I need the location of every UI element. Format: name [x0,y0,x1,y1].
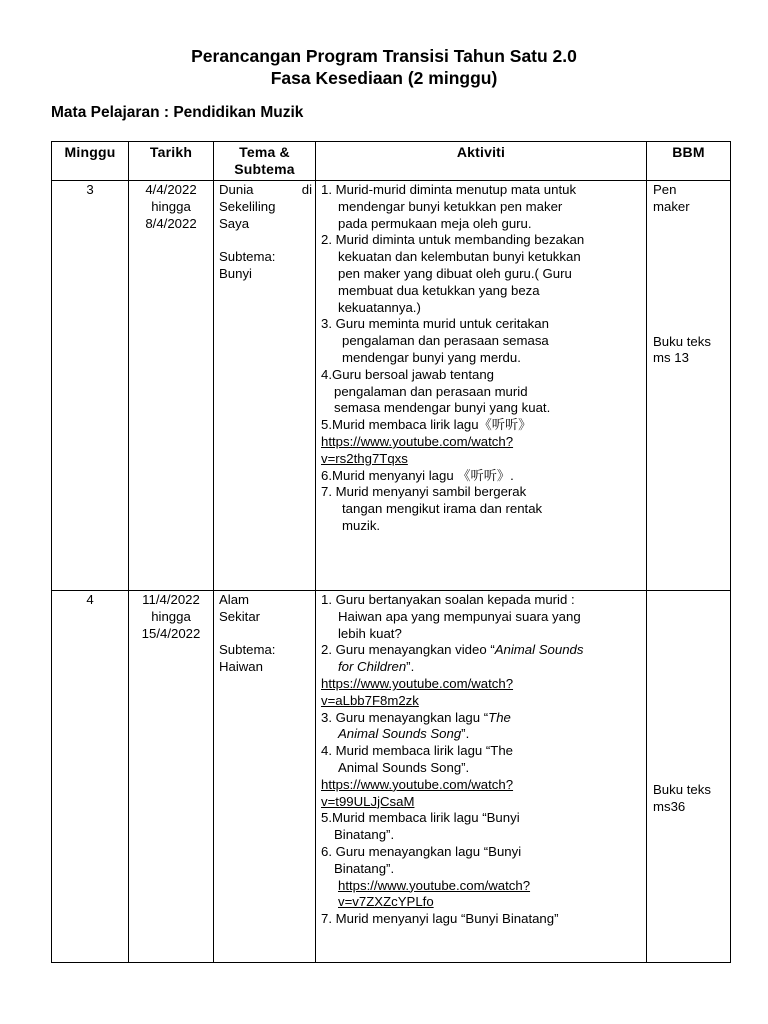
activity-item [321,417,642,467]
tema-word: di [301,182,312,197]
date-end: 8/4/2022 [145,215,197,231]
activity-text: kekuatan dan kelembutan bunyi ketukkan [338,249,581,265]
activity-list [321,182,642,535]
activity-text: 1. Guru bertanyakan soalan kepada murid : [321,592,575,607]
bbm-item: Pen [653,182,677,197]
table-row [52,181,731,591]
activity-text: 5.Murid membaca lirik lagu “Bunyi [321,810,520,826]
activity-item [321,182,642,232]
subtema-value: Haiwan [219,659,263,675]
header-tema-line2: Subtema [234,161,295,177]
activity-text: pada permukaan meja oleh guru. [338,215,532,231]
cell-tarikh [129,181,214,591]
activity-text: 5.Murid membaca lirik lagu《听听》 [321,417,532,433]
youtube-link[interactable]: https://www.youtube.com/watch? [321,776,514,792]
activity-text: lebih kuat? [338,625,402,641]
youtube-link[interactable]: https://www.youtube.com/watch? [338,877,531,893]
activity-item [321,642,642,709]
activity-item [321,844,642,911]
header-minggu: Minggu [52,142,129,181]
date-end: 15/4/2022 [141,625,201,641]
activity-item [321,468,642,485]
activity-text: Binatang”. [334,860,395,876]
cell-bbm [647,181,731,591]
header-tarikh: Tarikh [129,142,214,181]
activity-text: muzik. [342,517,381,533]
activity-item [321,592,642,642]
subtema-value: Bunyi [219,265,252,281]
activity-text: 6.Murid menyanyi lagu 《听听》. [321,467,514,483]
cell-bbm [647,591,731,963]
activity-text: Animal Sounds Song”. [338,759,470,775]
header-tema [214,142,316,181]
bbm-item: maker [653,198,690,214]
activity-text: kekuatannya.) [338,299,421,315]
bbm-item: Buku teks [653,782,711,797]
date-start: 11/4/2022 [142,592,200,607]
activity-item [321,232,642,316]
header-aktiviti: Aktiviti [316,142,647,181]
table-header-row [52,142,731,181]
date-connector: hingga [151,198,191,214]
cell-aktiviti [316,591,647,963]
date-start: 4/4/2022 [145,182,197,197]
subject-heading: Mata Pelajaran : Pendidikan Muzik [51,104,304,121]
document-subtitle: Fasa Kesediaan (2 minggu) [270,68,498,88]
activity-list [321,592,642,928]
activity-text: 4.Guru bersoal jawab tentang [321,366,495,382]
activity-text: 4. Murid membaca lirik lagu “The [321,743,514,759]
document-title: Perancangan Program Transisi Tahun Satu 2.0 [191,46,577,66]
tema-line [219,182,312,199]
activity-text: mendengar bunyi yang merdu. [342,349,521,365]
bbm-item: ms36 [653,798,686,814]
activity-text: 1. Murid-murid diminta menutup mata untuk [321,182,577,197]
activity-text: Animal Sounds Song”. [338,726,470,742]
table-row [52,591,731,963]
bbm-item: ms 13 [653,350,689,366]
activity-item [321,484,642,534]
plan-table [51,141,731,963]
cell-tema [214,181,316,591]
tema-word: Dunia [219,182,254,197]
cell-tarikh [129,591,214,963]
date-connector: hingga [151,608,191,624]
activity-text: 6. Guru menayangkan lagu “Bunyi [321,843,522,859]
header-tema-line1: Tema & [239,144,290,160]
activity-item [321,810,642,844]
youtube-link[interactable]: https://www.youtube.com/watch? [321,675,514,691]
activity-text: 7. Murid menyanyi lagu “Bunyi Binatang” [321,911,559,927]
activity-item [321,743,642,810]
activity-text: 2. Murid diminta untuk membanding bezakan [321,232,585,248]
activity-text: semasa mendengar bunyi yang kuat. [334,400,551,416]
activity-text: pen maker yang dibuat oleh guru.( Guru [338,265,572,281]
activity-text: mendengar bunyi ketukkan pen maker [338,198,563,214]
activity-text: Binatang”. [334,827,395,843]
cell-minggu: 3 [52,181,129,591]
youtube-link[interactable]: v=aLbb7F8m2zk [321,692,419,708]
subtema-label: Subtema: [219,642,276,658]
activity-text: Haiwan apa yang mempunyai suara yang [338,608,581,624]
header-bbm: BBM [647,142,731,181]
activity-text: 3. Guru menayangkan lagu “The [321,709,511,725]
tema-word: Alam [219,592,250,607]
activity-text: 2. Guru menayangkan video “Animal Sounds [321,642,584,658]
cell-aktiviti [316,181,647,591]
tema-word: Saya [219,215,250,231]
youtube-link[interactable]: v=v7ZXZcYPLfo [338,894,434,910]
youtube-link[interactable]: https://www.youtube.com/watch? [321,433,514,449]
activity-item [321,367,642,417]
tema-word: Sekeliling [219,198,276,214]
cell-tema [214,591,316,963]
activity-text: 3. Guru meminta murid untuk ceritakan [321,316,549,332]
bbm-item: Buku teks [653,333,711,349]
activity-item [321,710,642,744]
cell-minggu: 4 [52,591,129,963]
subtema-label: Subtema: [219,249,276,265]
youtube-link[interactable]: v=t99ULJjCsaM [321,793,415,809]
activity-text: membuat dua ketukkan yang beza [338,282,540,298]
activity-text: 7. Murid menyanyi sambil bergerak [321,484,527,500]
activity-item [321,911,642,928]
activity-text: pengalaman dan perasaan semasa [342,333,549,349]
activity-text: tangan mengikut irama dan rentak [342,501,543,517]
youtube-link[interactable]: v=rs2thg7Tqxs [321,450,408,466]
activity-text: pengalaman dan perasaan murid [334,383,528,399]
activity-item [321,316,642,366]
tema-word: Sekitar [219,608,261,624]
activity-text: for Children”. [338,659,415,675]
